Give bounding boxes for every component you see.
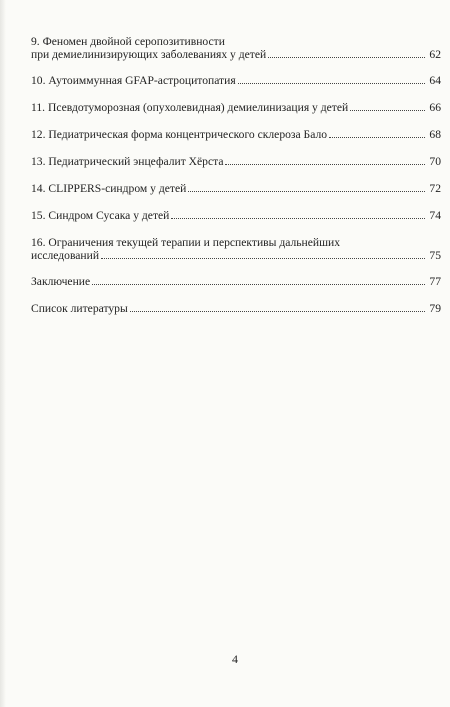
toc-entry-title-line1: 9. Феномен двойной серопозитивности [31,35,225,48]
toc-entry-title-line2: исследований [31,249,100,262]
dot-leader [350,109,425,111]
toc-page-number: 70 [429,155,441,168]
dot-leader [225,163,425,165]
toc-entry-title-line2: при демиелинизирующих заболеваниях у детей [31,48,267,61]
dot-leader [268,56,425,58]
dot-leader [188,190,425,192]
toc-entry-14 [31,182,441,195]
toc-entry-title: Заключение [31,275,91,288]
toc-entry-10 [31,74,441,87]
toc-page-number: 74 [429,209,441,222]
toc-entry-title-line1: 16. Ограничения текущей терапии и перспективы дальнейших [31,236,341,249]
dot-leader [238,82,425,84]
page-number: 4 [232,652,238,666]
toc-page-number: 77 [429,275,441,288]
toc-page-number: 66 [429,101,441,114]
page-edge-shadow [0,0,6,707]
toc-entry-16 [31,236,441,262]
toc-page-number: 75 [429,249,441,262]
toc-entry-title: 15. Синдром Сусака у детей [31,209,170,222]
toc-entry-13 [31,155,441,168]
dot-leader [329,136,425,138]
toc-entry-12 [31,128,441,141]
toc-page-number: 79 [429,302,441,315]
toc-entry-title: 14. CLIPPERS-синдром у детей [31,182,187,195]
toc-entry-title: 12. Педиатрическая форма концентрического склероза Бало [31,128,328,141]
toc-page-number: 64 [429,74,441,87]
toc-entry-15 [31,209,441,222]
dot-leader [130,310,425,312]
toc-entry-9 [31,35,441,61]
toc-entry-conclusion [31,275,441,288]
table-of-contents [31,35,441,315]
toc-page-number: 72 [429,182,441,195]
toc-entry-title: 13. Педиатрический энцефалит Хёрста [31,155,224,168]
toc-entry-title: 10. Аутоиммунная GFAP-астроцитопатия [31,74,236,87]
toc-entry-11 [31,101,441,114]
toc-entry-title: Список литературы [31,302,128,315]
toc-page-number: 68 [429,128,441,141]
dot-leader [92,283,425,285]
dot-leader [171,217,425,219]
toc-entry-title: 11. Псевдотуморозная (опухолевидная) демиелинизация у детей [31,101,349,114]
toc-entry-references [31,302,441,315]
toc-page-number: 62 [429,48,441,61]
dot-leader [101,257,425,259]
